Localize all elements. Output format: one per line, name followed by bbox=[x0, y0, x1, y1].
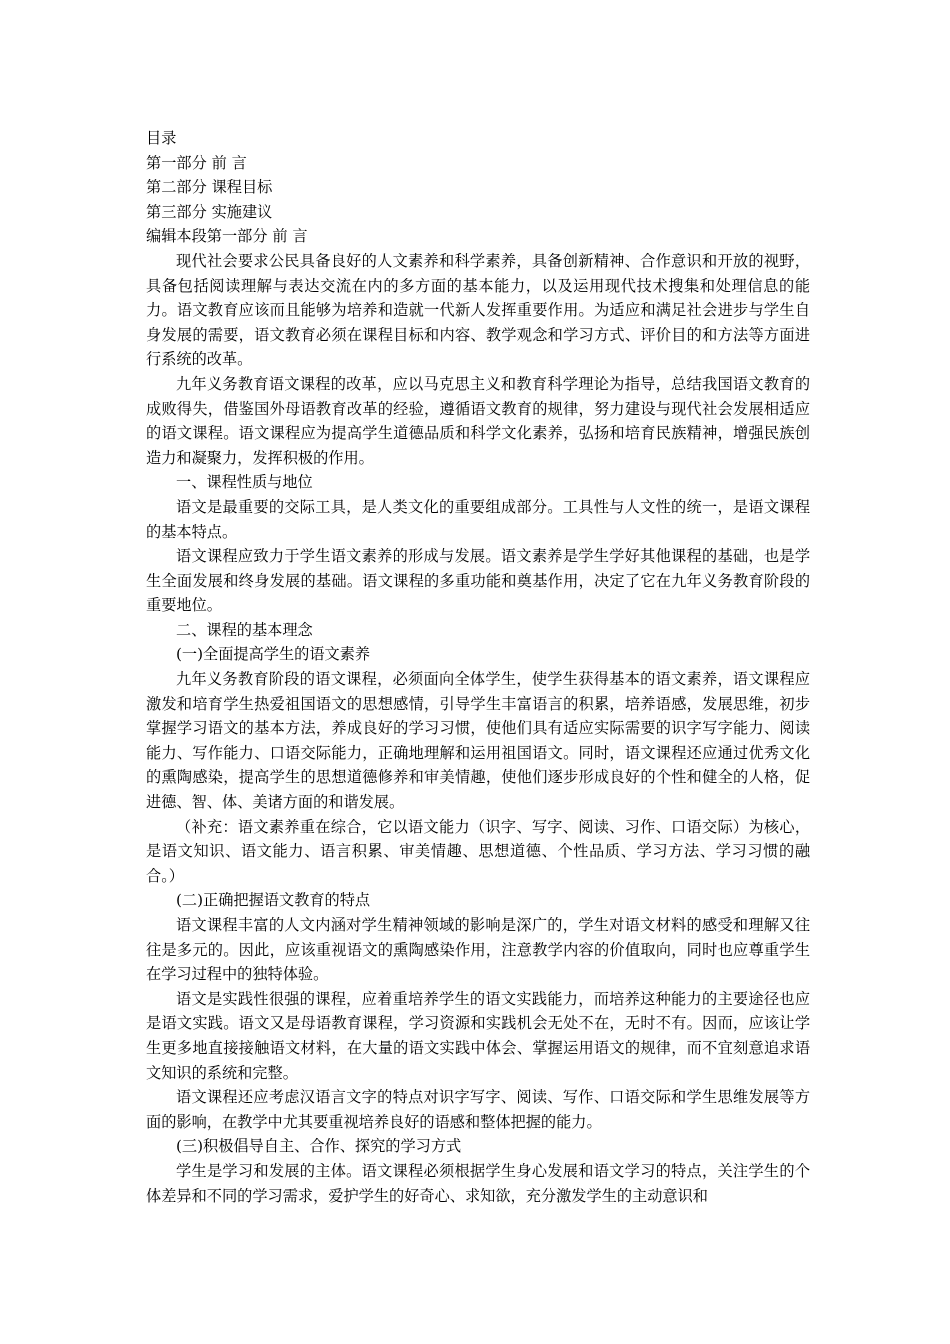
paragraph-nature-literacy: 语文课程应致力于学生语文素养的形成与发展。语文素养是学生学好其他课程的基础，也是学生全面发展和终身发展的基础。语文课程的多重功能和奠基作用，决定了它在九年义务教育阶段的重要地位。 bbox=[146, 547, 810, 615]
paragraph-intro-reform: 九年义务教育语文课程的改革，应以马克思主义和教育科学理论为指导，总结我国语文教育的成败得失，借鉴国外母语教育改革的经验，遵循语文教育的规律，努力建设与现代社会发展相适应的语文课程。语文课程应为提高学生道德品质和科学文化素养，弘扬和培育民族精神，增强民族创造力和凝聚力，发挥积极的作用。 bbox=[146, 374, 810, 467]
paragraph-concept-1: 九年义务教育阶段的语文课程，必须面向全体学生，使学生获得基本的语文素养，语文课程应激发和培育学生热爱祖国语文的思想感情，引导学生丰富语言的积累，培养语感，发展思维，初步掌握学习语文的基本方法，养成良好的学习习惯，使他们具有适应实际需要的识字写字能力、阅读能力、写作能力、口语交际能力，正确地理解和运用祖国语文。同时，语文课程还应通过优秀文化的熏陶感染，提高学生的思想道德修养和审美情趣，使他们逐步形成良好的个性和健全的人格，促进德、智、体、美诸方面的和谐发展。 bbox=[146, 670, 810, 812]
paragraph-concept-2-humanity: 语文课程丰富的人文内涵对学生精神领域的影响是深广的，学生对语文材料的感受和理解又往往是多元的。因此，应该重视语文的熏陶感染作用，注意教学内容的价值取向，同时也应尊重学生在学习过程中的独特体验。 bbox=[146, 916, 810, 984]
subheading-concept-2: (二)正确把握语文教育的特点 bbox=[176, 891, 371, 910]
toc-item-part-2[interactable]: 第二部分 课程目标 bbox=[146, 178, 273, 197]
paragraph-concept-2-practice: 语文是实践性很强的课程，应着重培养学生的语文实践能力，而培养这种能力的主要途径也应是语文实践。语文又是母语教育课程，学习资源和实践机会无处不在，无时不有。因而，应该让学生更多地直接接触语文材料，在大量的语文实践中体会、掌握运用语文的规律，而不宜刻意追求语文知识的系统和完整。 bbox=[146, 989, 810, 1082]
toc-item-part-1[interactable]: 第一部分 前 言 bbox=[146, 153, 247, 172]
subheading-concept-3: (三)积极倡导自主、合作、探究的学习方式 bbox=[176, 1137, 462, 1156]
paragraph-concept-3: 学生是学习和发展的主体。语文课程必须根据学生身心发展和语文学习的特点，关注学生的个体差异和不同的学习需求，爱护学生的好奇心、求知欲，充分激发学生的主动意识和 bbox=[146, 1161, 810, 1205]
document-body bbox=[146, 126, 810, 1208]
subheading-concept-1: (一)全面提高学生的语文素养 bbox=[176, 645, 371, 664]
toc-title: 目录 bbox=[146, 129, 177, 147]
paragraph-supplement-note: （补充：语文素养重在综合，它以语文能力（识字、写字、阅读、习作、口语交际）为核心，是语文知识、语文能力、语言积累、审美情趣、思想道德、个性品质、学习方法、学习习惯的融合。） bbox=[146, 817, 810, 885]
paragraph-nature-tool: 语文是最重要的交际工具，是人类文化的重要组成部分。工具性与人文性的统一，是语文课程的基本特点。 bbox=[146, 497, 810, 541]
subheading-basic-concepts: 二、课程的基本理念 bbox=[176, 620, 313, 639]
paragraph-intro-society: 现代社会要求公民具备良好的人文素养和科学素养，具备创新精神、合作意识和开放的视野，具备包括阅读理解与表达交流在内的多方面的基本能力，以及运用现代技术搜集和处理信息的能力。语文教育应该而且能够为培养和造就一代新人发挥重要作用。为适应和满足社会进步与学生自身发展的需要，语文教育必须在课程目标和内容、教学观念和学习方式、评价目的和方法等方面进行系统的改革。 bbox=[146, 251, 810, 369]
toc-item-part-3[interactable]: 第三部分 实施建议 bbox=[146, 202, 273, 221]
subheading-course-nature: 一、课程性质与地位 bbox=[176, 473, 313, 492]
paragraph-concept-2-chinese: 语文课程还应考虑汉语言文字的特点对识字写字、阅读、写作、口语交际和学生思维发展等方面的影响，在教学中尤其要重视培养良好的语感和整体把握的能力。 bbox=[146, 1088, 810, 1131]
section-heading: 编辑本段第一部分 前 言 bbox=[146, 227, 308, 246]
